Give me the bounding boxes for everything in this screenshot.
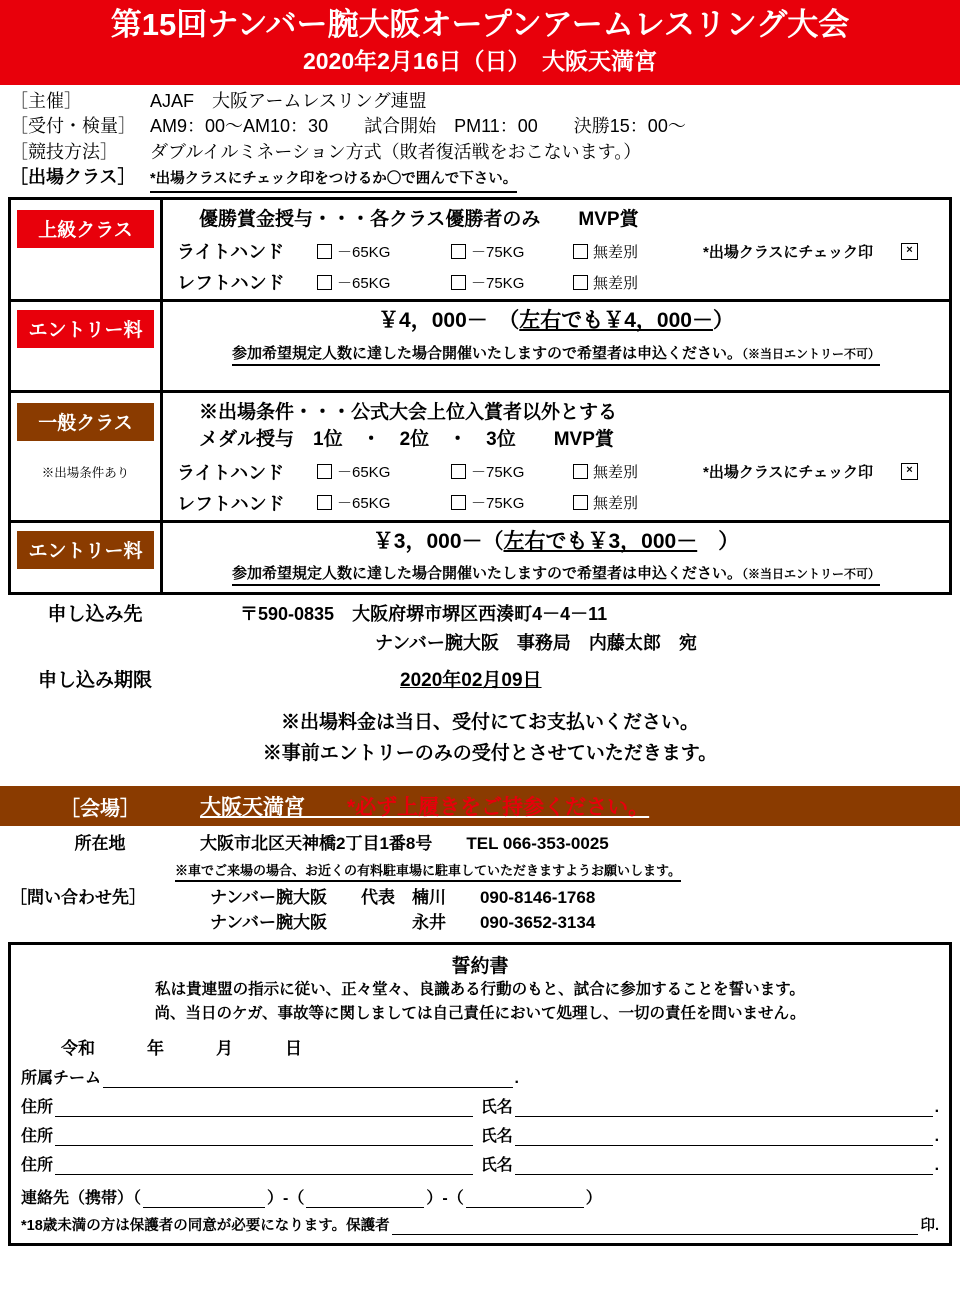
notice-preentry: ※事前エントリーのみの受付とさせていただきます。 (262, 742, 718, 764)
date-day: 日 (285, 1038, 302, 1058)
venue-parking-note-wrap (0, 857, 960, 885)
mobile-part-1[interactable] (143, 1190, 265, 1208)
senior-right-hand-row (177, 238, 949, 264)
info-row-format (10, 140, 960, 166)
general-class-badge: 一般クラス (17, 403, 154, 441)
apply-deadline-label: 申し込み期限 (37, 669, 152, 691)
checkbox-general-right-65[interactable] (317, 461, 443, 482)
general-left-hand-row (177, 490, 949, 516)
general-fee-note (232, 562, 880, 586)
general-fee-amount (163, 527, 949, 556)
address-input[interactable] (55, 1157, 473, 1175)
checkbox-senior-right-75[interactable] (451, 241, 565, 262)
senior-class-left (11, 200, 163, 300)
checkbox-senior-left-open[interactable] (573, 272, 691, 293)
general-check-hint: *出場クラスにチェック印 (703, 464, 873, 482)
senior-fee-amount (163, 306, 949, 335)
contact-role: 代表 楠川 (360, 887, 446, 907)
mobile-label: 連絡先（携帯）（ (21, 1189, 142, 1207)
application-section (0, 601, 960, 768)
general-sample-check-icon: × (901, 463, 918, 480)
venue-parking-note: ※車でご来場の場合、お近くの有料駐車場に駐車していただきますようお願いします。 (175, 860, 681, 882)
senior-fee-note (232, 342, 880, 366)
name-input[interactable] (515, 1099, 933, 1117)
checkbox-label: －65KG (337, 495, 391, 513)
venue-address-row (0, 831, 960, 857)
hand-label: レフトハンド (177, 493, 285, 514)
hand-label: レフトハンド (177, 273, 285, 294)
checkbox-box-icon[interactable] (317, 244, 332, 259)
venue-title (200, 791, 960, 821)
checkbox-box-icon[interactable] (317, 464, 332, 479)
pledge-form (8, 942, 952, 1246)
general-fee-badge: エントリー料 (17, 531, 154, 569)
checkbox-label: －75KG (471, 464, 525, 482)
team-field-row[interactable] (21, 1065, 939, 1088)
senior-left-hand-row (177, 269, 949, 295)
mobile-sep-1: ）-（ (267, 1189, 305, 1207)
senior-check-hint: *出場クラスにチェック印 (703, 243, 873, 261)
senior-class-right (163, 200, 949, 300)
application-address-row-1 (10, 601, 950, 630)
checkbox-box-icon[interactable] (451, 244, 466, 259)
general-class-section (11, 390, 949, 520)
senior-fee-spacer (163, 366, 949, 384)
checkbox-label: －75KG (471, 243, 525, 261)
checkbox-senior-left-65[interactable] (317, 272, 443, 293)
class-section-label: ［出場クラス］ (10, 167, 136, 188)
senior-fee-right (163, 302, 949, 389)
apply-address-line2: ナンバー腕大阪 事務局 内藤太郎 宛 (375, 632, 697, 653)
senior-class-badge: 上級クラス (17, 210, 154, 248)
checkbox-general-left-75[interactable] (451, 492, 565, 513)
class-check-note: *出場クラスにチェック印をつけるか〇で囲んで下さい。 (150, 169, 517, 193)
contact-tel: 090-3652-3134 (479, 913, 596, 933)
contact-role: 永井 (411, 913, 446, 933)
checkbox-box-icon[interactable] (573, 464, 588, 479)
address-label: 住所 (21, 1098, 54, 1116)
pledge-line-2: 尚、当日のケガ、事故等に関しましては自己責任において処理し、一切の責任を問いません。 (154, 1004, 806, 1022)
senior-prize-text: 優勝賞金授与・・・各クラス優勝者のみ MVP賞 (199, 208, 639, 230)
event-date-venue: 2020年2月16日（日） 大阪天満宮 (302, 47, 658, 74)
checkbox-senior-left-75[interactable] (451, 272, 565, 293)
venue-banner (0, 786, 960, 826)
page-title: 第15回ナンバー腕大阪オープンアームレスリング大会 (110, 7, 850, 42)
general-class-condition-note: ※出場条件あり (41, 465, 130, 480)
name-input[interactable] (515, 1128, 933, 1146)
senior-fee-note-main: 参加希望規定人数に達した場合開催いたしますので希望者は申込ください。 (231, 344, 742, 362)
checkbox-box-icon[interactable] (317, 275, 332, 290)
guardian-note: *18歳未満の方は保護者の同意が必要になります。保護者 (21, 1217, 390, 1234)
venue-contact-2 (210, 910, 960, 936)
mobile-part-2[interactable] (306, 1190, 424, 1208)
venue-contact-1 (210, 885, 960, 911)
venue-label: ［会場］ (60, 797, 140, 820)
address-input[interactable] (55, 1099, 473, 1117)
contact-org: ナンバー腕大阪 (210, 913, 327, 933)
checkbox-label: －65KG (337, 274, 391, 292)
guardian-row[interactable] (21, 1214, 939, 1235)
address-input[interactable] (55, 1128, 473, 1146)
venue-contact-row-1 (0, 885, 960, 911)
row-period: . (934, 1127, 940, 1145)
name-label: 氏名 (480, 1127, 513, 1145)
info-value: AJAF 大阪アームレスリング連盟 (150, 90, 427, 111)
date-month: 月 (216, 1038, 233, 1058)
mobile-end: ） (585, 1189, 602, 1207)
apply-address-line1: 〒590-0835 大阪府堺市堺区西湊町4－4－11 (240, 604, 608, 625)
pledge-date-row[interactable] (21, 1034, 939, 1059)
name-input[interactable] (515, 1157, 933, 1175)
checkbox-label: －75KG (471, 274, 525, 292)
checkbox-label: －65KG (337, 464, 391, 482)
general-fee-amount-main: ￥3，000－（ (372, 529, 504, 553)
checkbox-label: －75KG (471, 495, 525, 513)
checkbox-senior-right-open[interactable] (573, 241, 691, 262)
general-right-hand-row (177, 459, 949, 485)
contact-org: ナンバー腕大阪 (210, 887, 327, 907)
hand-label: ライトハンド (177, 242, 285, 263)
senior-fee-badge: エントリー料 (17, 310, 154, 348)
venue-contact-label: ［問い合わせ先］ (10, 887, 146, 907)
header-banner (0, 0, 960, 85)
info-label: ［受付・検量］ (10, 116, 136, 137)
mobile-sep-2: ）-（ (426, 1189, 464, 1207)
info-label: ［競技方法］ (10, 141, 118, 162)
pledge-line-1: 私は貴連盟の指示に従い、正々堂々、良識ある行動のもと、試合に参加することを誓います。 (155, 980, 805, 998)
seal-label: 印. (920, 1217, 939, 1234)
checkbox-box-icon[interactable] (317, 495, 332, 510)
contact-tel: 090-8146-1768 (479, 887, 596, 907)
member-row-2[interactable] (21, 1123, 939, 1146)
apply-to-label: 申し込み先 (47, 604, 143, 626)
info-row-class (10, 165, 960, 193)
general-prize-text: メダル授与 1位 ・ 2位 ・ 3位 MVP賞 (199, 429, 614, 451)
address-label: 住所 (21, 1127, 54, 1145)
general-fee-note-small: （※当日エントリー不可） (742, 567, 881, 582)
senior-fee-amount-tail: ） (712, 309, 734, 333)
mobile-contact-row[interactable] (21, 1185, 939, 1208)
notice-payment: ※出場料金は当日、受付にてお支払いください。 (280, 712, 699, 734)
venue-contact-row-2 (0, 910, 960, 936)
general-fee-amount-both: 左右でも￥3，000－ (503, 529, 698, 553)
team-input[interactable] (103, 1070, 513, 1088)
general-fee-right (163, 523, 949, 592)
name-label: 氏名 (480, 1098, 513, 1116)
mobile-part-3[interactable] (466, 1190, 584, 1208)
checkbox-box-icon[interactable] (573, 495, 588, 510)
row-period: . (934, 1098, 940, 1116)
apply-deadline-value: 2020年02月09日 (400, 669, 542, 691)
senior-fee-left (11, 302, 163, 389)
venue-shoes-note: *必ず上履きをご持参ください。 (347, 796, 650, 820)
application-deadline-row (10, 667, 950, 696)
checkbox-box-icon[interactable] (573, 244, 588, 259)
checkbox-box-icon[interactable] (573, 275, 588, 290)
checkbox-general-right-open[interactable] (573, 461, 691, 482)
checkbox-general-left-open[interactable] (573, 492, 691, 513)
general-fee-section (11, 520, 949, 592)
checkbox-box-icon[interactable] (451, 464, 466, 479)
event-info (0, 85, 960, 193)
senior-fee-amount-both: 左右でも￥4，000－ (519, 309, 713, 333)
date-year: 年 (147, 1038, 164, 1058)
checkbox-general-right-75[interactable] (451, 461, 565, 482)
venue-details (0, 826, 960, 936)
date-era: 令和 (61, 1038, 95, 1058)
hand-label: ライトハンド (177, 462, 285, 483)
checkbox-label: 無差別 (593, 464, 639, 482)
address-label: 住所 (21, 1156, 54, 1174)
application-address-row-2 (10, 630, 950, 657)
general-fee-note-main: 参加希望規定人数に達した場合開催いたしますので希望者は申込ください。 (231, 565, 742, 583)
senior-fee-section (11, 299, 949, 389)
team-label: 所属チーム (21, 1069, 102, 1087)
general-fee-amount-tail: ） (697, 529, 740, 553)
checkbox-general-left-65[interactable] (317, 492, 443, 513)
venue-name: 大阪天満宮 (200, 796, 305, 820)
info-value: ダブルイルミネーション方式（敗者復活戦をおこないます。） (150, 141, 642, 162)
checkbox-label: 無差別 (593, 495, 639, 513)
info-value: AM9：00～AM10：30 試合開始 PM11：00 決勝15：00～ (150, 116, 686, 137)
senior-fee-note-small: （※当日エントリー不可） (742, 346, 881, 361)
member-row-3[interactable] (21, 1152, 939, 1175)
checkbox-box-icon[interactable] (451, 275, 466, 290)
name-label: 氏名 (480, 1156, 513, 1174)
checkbox-label: 無差別 (593, 274, 639, 292)
guardian-input[interactable] (392, 1217, 919, 1235)
venue-address-label: 所在地 (74, 834, 126, 854)
checkbox-senior-right-65[interactable] (317, 241, 443, 262)
team-period: . (514, 1069, 519, 1087)
row-period: . (934, 1156, 940, 1174)
checkbox-box-icon[interactable] (451, 495, 466, 510)
checkbox-label: 無差別 (593, 243, 639, 261)
venue-address-value: 大阪市北区天神橋2丁目1番8号 TEL 066-353-0025 (200, 834, 609, 854)
general-class-left (11, 393, 163, 520)
pledge-title: 誓約書 (451, 955, 509, 977)
info-row-organizer (10, 89, 960, 115)
senior-sample-check-icon: × (901, 243, 918, 260)
info-label: ［主催］ (10, 90, 82, 111)
general-condition-text: ※出場条件・・・公式大会上位入賞者以外とする (199, 401, 618, 423)
general-class-right (163, 393, 949, 520)
class-table (8, 197, 952, 595)
checkbox-label: －65KG (337, 243, 391, 261)
general-fee-left (11, 523, 163, 592)
senior-class-section (11, 200, 949, 300)
member-row-1[interactable] (21, 1094, 939, 1117)
senior-fee-amount-main: ￥4，000－ （ (378, 309, 520, 333)
info-row-reception (10, 114, 960, 140)
